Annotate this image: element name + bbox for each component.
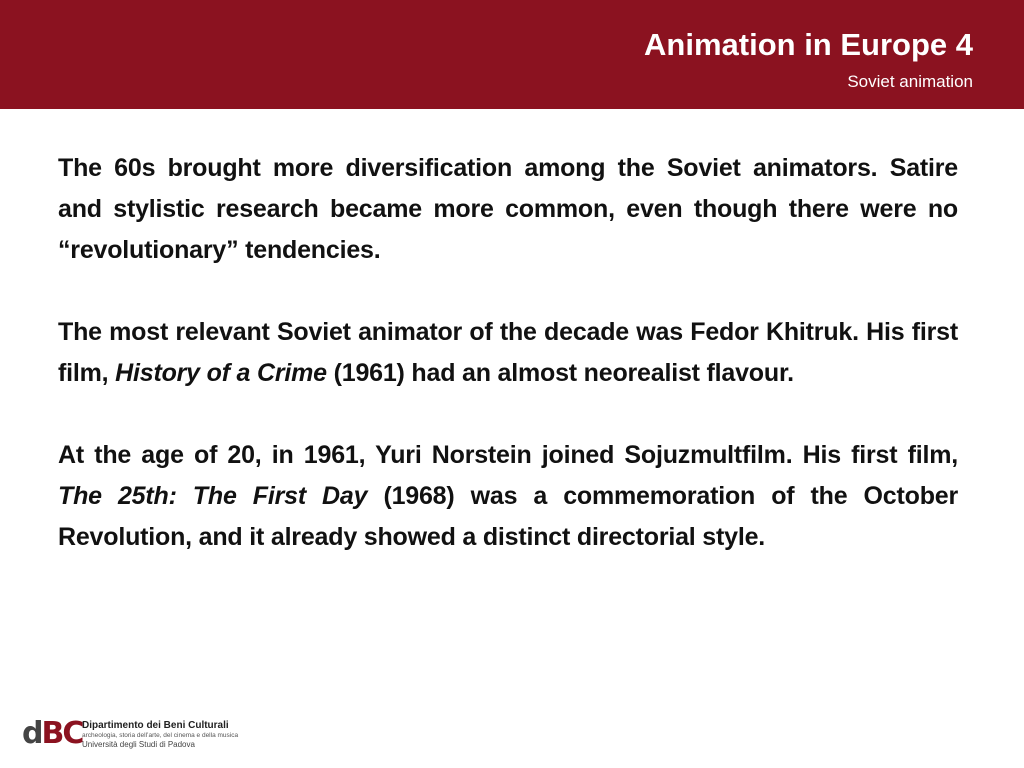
paragraph-1: The 60s brought more diversification among the Soviet animators. Satire and stylistic research became more common, even though there were no “revolutionary” tendencies. <box>58 154 958 264</box>
paragraph-3-text-after: (1968) was a commemoration of the October Revolution, and it already showed a distinct directorial style. <box>58 482 958 551</box>
header-bar <box>0 0 1024 109</box>
logo-mark-bc: BC <box>41 716 83 751</box>
film-title-history-of-a-crime: History of a Crime <box>115 359 327 387</box>
dbc-logo-mark <box>22 717 82 751</box>
paragraph-2-text-before: The most relevant Soviet animator of the decade was Fedor Khitruk. His first film, <box>58 318 958 387</box>
slide-title: Animation in Europe 4 <box>644 27 973 62</box>
paragraph-2-text-after: (1961) had an almost neorealist flavour. <box>326 359 794 387</box>
logo-mark-d: d <box>22 716 42 751</box>
university-name: Università degli Studi di Padova <box>82 740 195 749</box>
logo-text <box>82 720 238 750</box>
slide-body <box>58 148 958 558</box>
department-fields: archeologia, storia dell’arte, del cinema e della musica <box>82 732 239 739</box>
film-title-the-25th: The 25th: The First Day <box>58 482 368 510</box>
paragraph-3-text-before: At the age of 20, in 1961, Yuri Norstein joined Sojuzmultfilm. His first film, <box>58 441 958 469</box>
paragraph-2 <box>58 312 958 394</box>
department-name: Dipartimento dei Beni Culturali <box>82 720 229 731</box>
paragraph-3 <box>58 435 958 558</box>
slide-subtitle: Soviet animation <box>847 72 973 91</box>
department-logo <box>22 718 242 752</box>
